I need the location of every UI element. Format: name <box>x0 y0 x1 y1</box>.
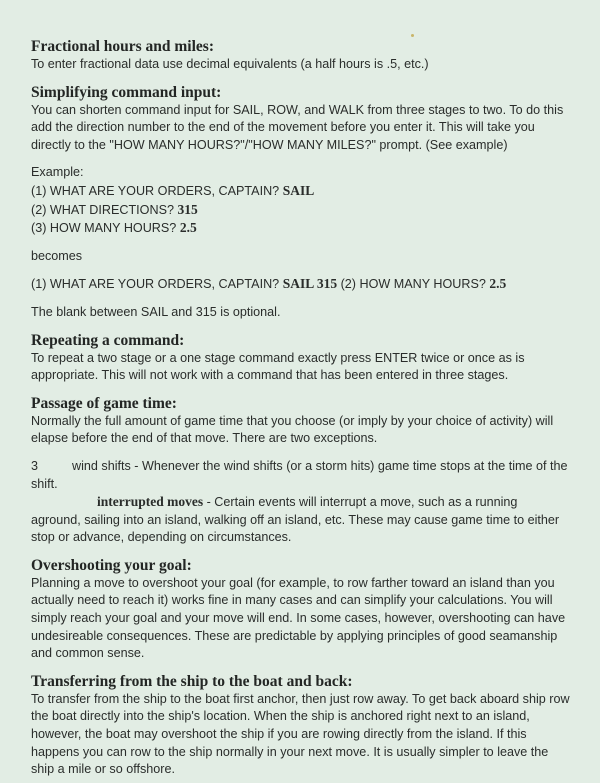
passage-exception-interrupted: interrupted moves - Certain events will interrupt a move, such as a running aground, sailing into an island, walking off an island, etc. These may cause game time to either stop or advance, depending on circumstances. <box>31 494 560 545</box>
passage-exception-wind: 3 wind shifts - Whenever the wind shifts (or a storm hits) game time stops at the time of the shift. <box>31 458 568 491</box>
speck-mark <box>411 34 414 37</box>
repeating-heading: Repeating a command: <box>31 331 185 349</box>
repeating-text: To repeat a two stage or a one stage command exactly press ENTER twice or once as is appropriate. This will not work with a command that has been entered in three stages. <box>31 350 525 383</box>
transferring-text: To transfer from the ship to the boat first anchor, then just row away. To get back aboard ship row the boat directly into the ship's location. When the ship is anchored right next to an island, however, the boat may overshoot the ship if you are rowing directly from the island. If this happens you can row to the ship normally in your next move. It is usually simpler to leave the ship a mile or so offshore. <box>31 691 570 777</box>
fractional-text: To enter fractional data use decimal equivalents (a half hours is .5, etc.) <box>31 57 429 71</box>
example-label: Example: <box>31 165 84 180</box>
example-combined-line: (1) WHAT ARE YOUR ORDERS, CAPTAIN? SAIL 315 (2) HOW MANY HOURS? 2.5 <box>31 276 507 292</box>
example-line-3: (3) HOW MANY HOURS? 2.5 <box>31 220 197 236</box>
becomes-text: becomes <box>31 248 83 263</box>
example-line-2: (2) WHAT DIRECTIONS? 315 <box>31 201 198 217</box>
fractional-heading: Fractional hours and miles: <box>31 38 214 55</box>
example-line-1: (1) WHAT ARE YOUR ORDERS, CAPTAIN? SAIL <box>31 182 315 198</box>
passage-heading: Passage of game time: <box>31 394 177 412</box>
simplifying-text: You can shorten command input for SAIL, ROW, and WALK from three stages to two. To do this add the direction number to the end of the movement before you enter it. This will take you directly to the "HOW MANY HOURS?"/"HOW MANY MILES?" prompt. (See example) <box>31 102 564 152</box>
passage-text: Normally the full amount of game time that you choose (or imply by your choice of activity) will elapse before the end of that move. There are two exceptions. <box>31 413 554 446</box>
example-note: The blank between SAIL and 315 is optional. <box>31 304 281 319</box>
simplifying-heading: Simplifying command input: <box>31 83 222 101</box>
overshooting-text: Planning a move to overshoot your goal (for example, to row farther toward an island than you actually need to reach it) works fine in many cases and can simplify your calculations. You will simply reach your goal and your move will end. In some cases, however, overshooting can have undesireable consequences. These are predictable by applying principles of good seamanship and common sense. <box>31 575 566 661</box>
overshooting-heading: Overshooting your goal: <box>31 556 192 574</box>
transferring-heading: Transferring from the ship to the boat and back: <box>31 672 353 690</box>
